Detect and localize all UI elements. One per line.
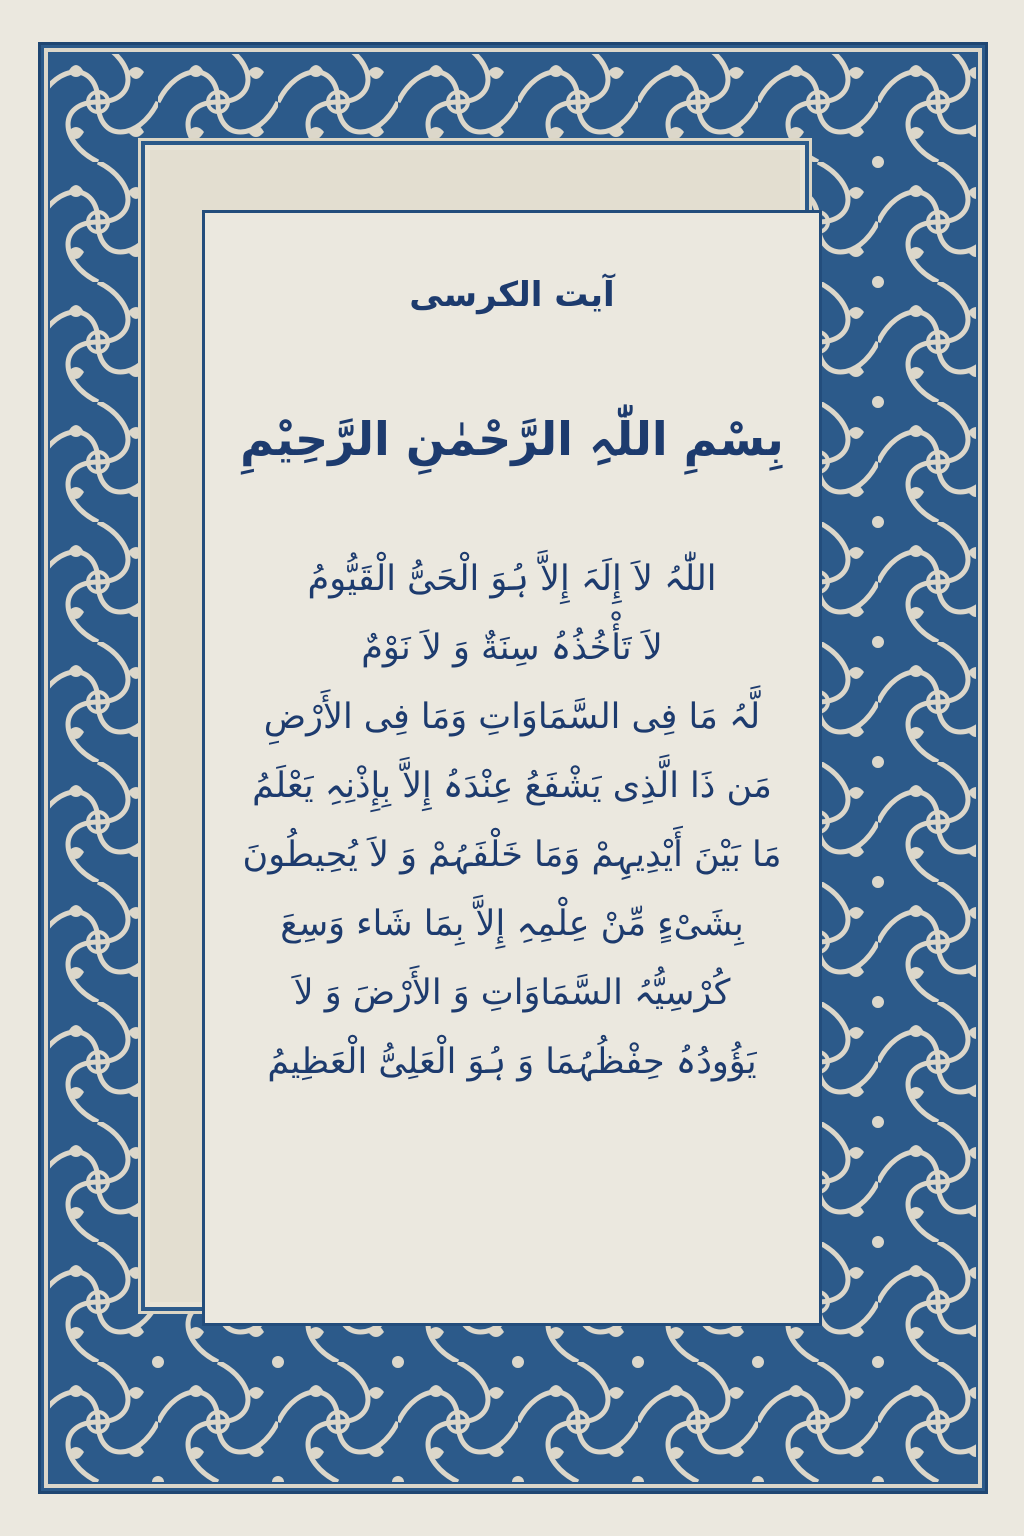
verse-line: لاَ تَأْخُذُہُ سِنَةٌ وَ لاَ نَوْمٌ <box>361 627 663 668</box>
verse-line: مَا بَیْنَ أَیْدِیہِمْ وَمَا خَلْفَہُمْ وَ لاَ یُحِیطُونَ <box>242 834 782 875</box>
verse-line: لَّہُ مَا فِی السَّمَاوَاتِ وَمَا فِی الأَرْضِ <box>263 696 761 737</box>
verse-line: مَن ذَا الَّذِی یَشْفَعُ عِنْدَہُ إِلاَّ بِإِذْنِہِ یَعْلَمُ <box>252 765 772 806</box>
text-panel <box>202 210 822 1326</box>
page-title: آیت الکرسی <box>409 275 615 315</box>
verse-line: یَؤُودُہُ حِفْظُہُمَا وَ ہُوَ الْعَلِیُّ الْعَظِیمُ <box>267 1041 757 1082</box>
verse-line: بِشَیْءٍ مِّنْ عِلْمِہِ إِلاَّ بِمَا شَاء وَسِعَ <box>280 903 744 944</box>
verse-block <box>205 545 819 1097</box>
bismillah-heading: بِسْمِ اللّٰہِ الرَّحْمٰنِ الرَّحِیْمِ <box>240 411 784 466</box>
verse-line: اللّٰہُ لاَ إِلَہَ إِلاَّ ہُوَ الْحَیُّ الْقَیُّومُ <box>307 558 717 599</box>
verse-line: کُرْسِیُّہُ السَّمَاوَاتِ وَ الأَرْضَ وَ لاَ <box>293 972 731 1013</box>
